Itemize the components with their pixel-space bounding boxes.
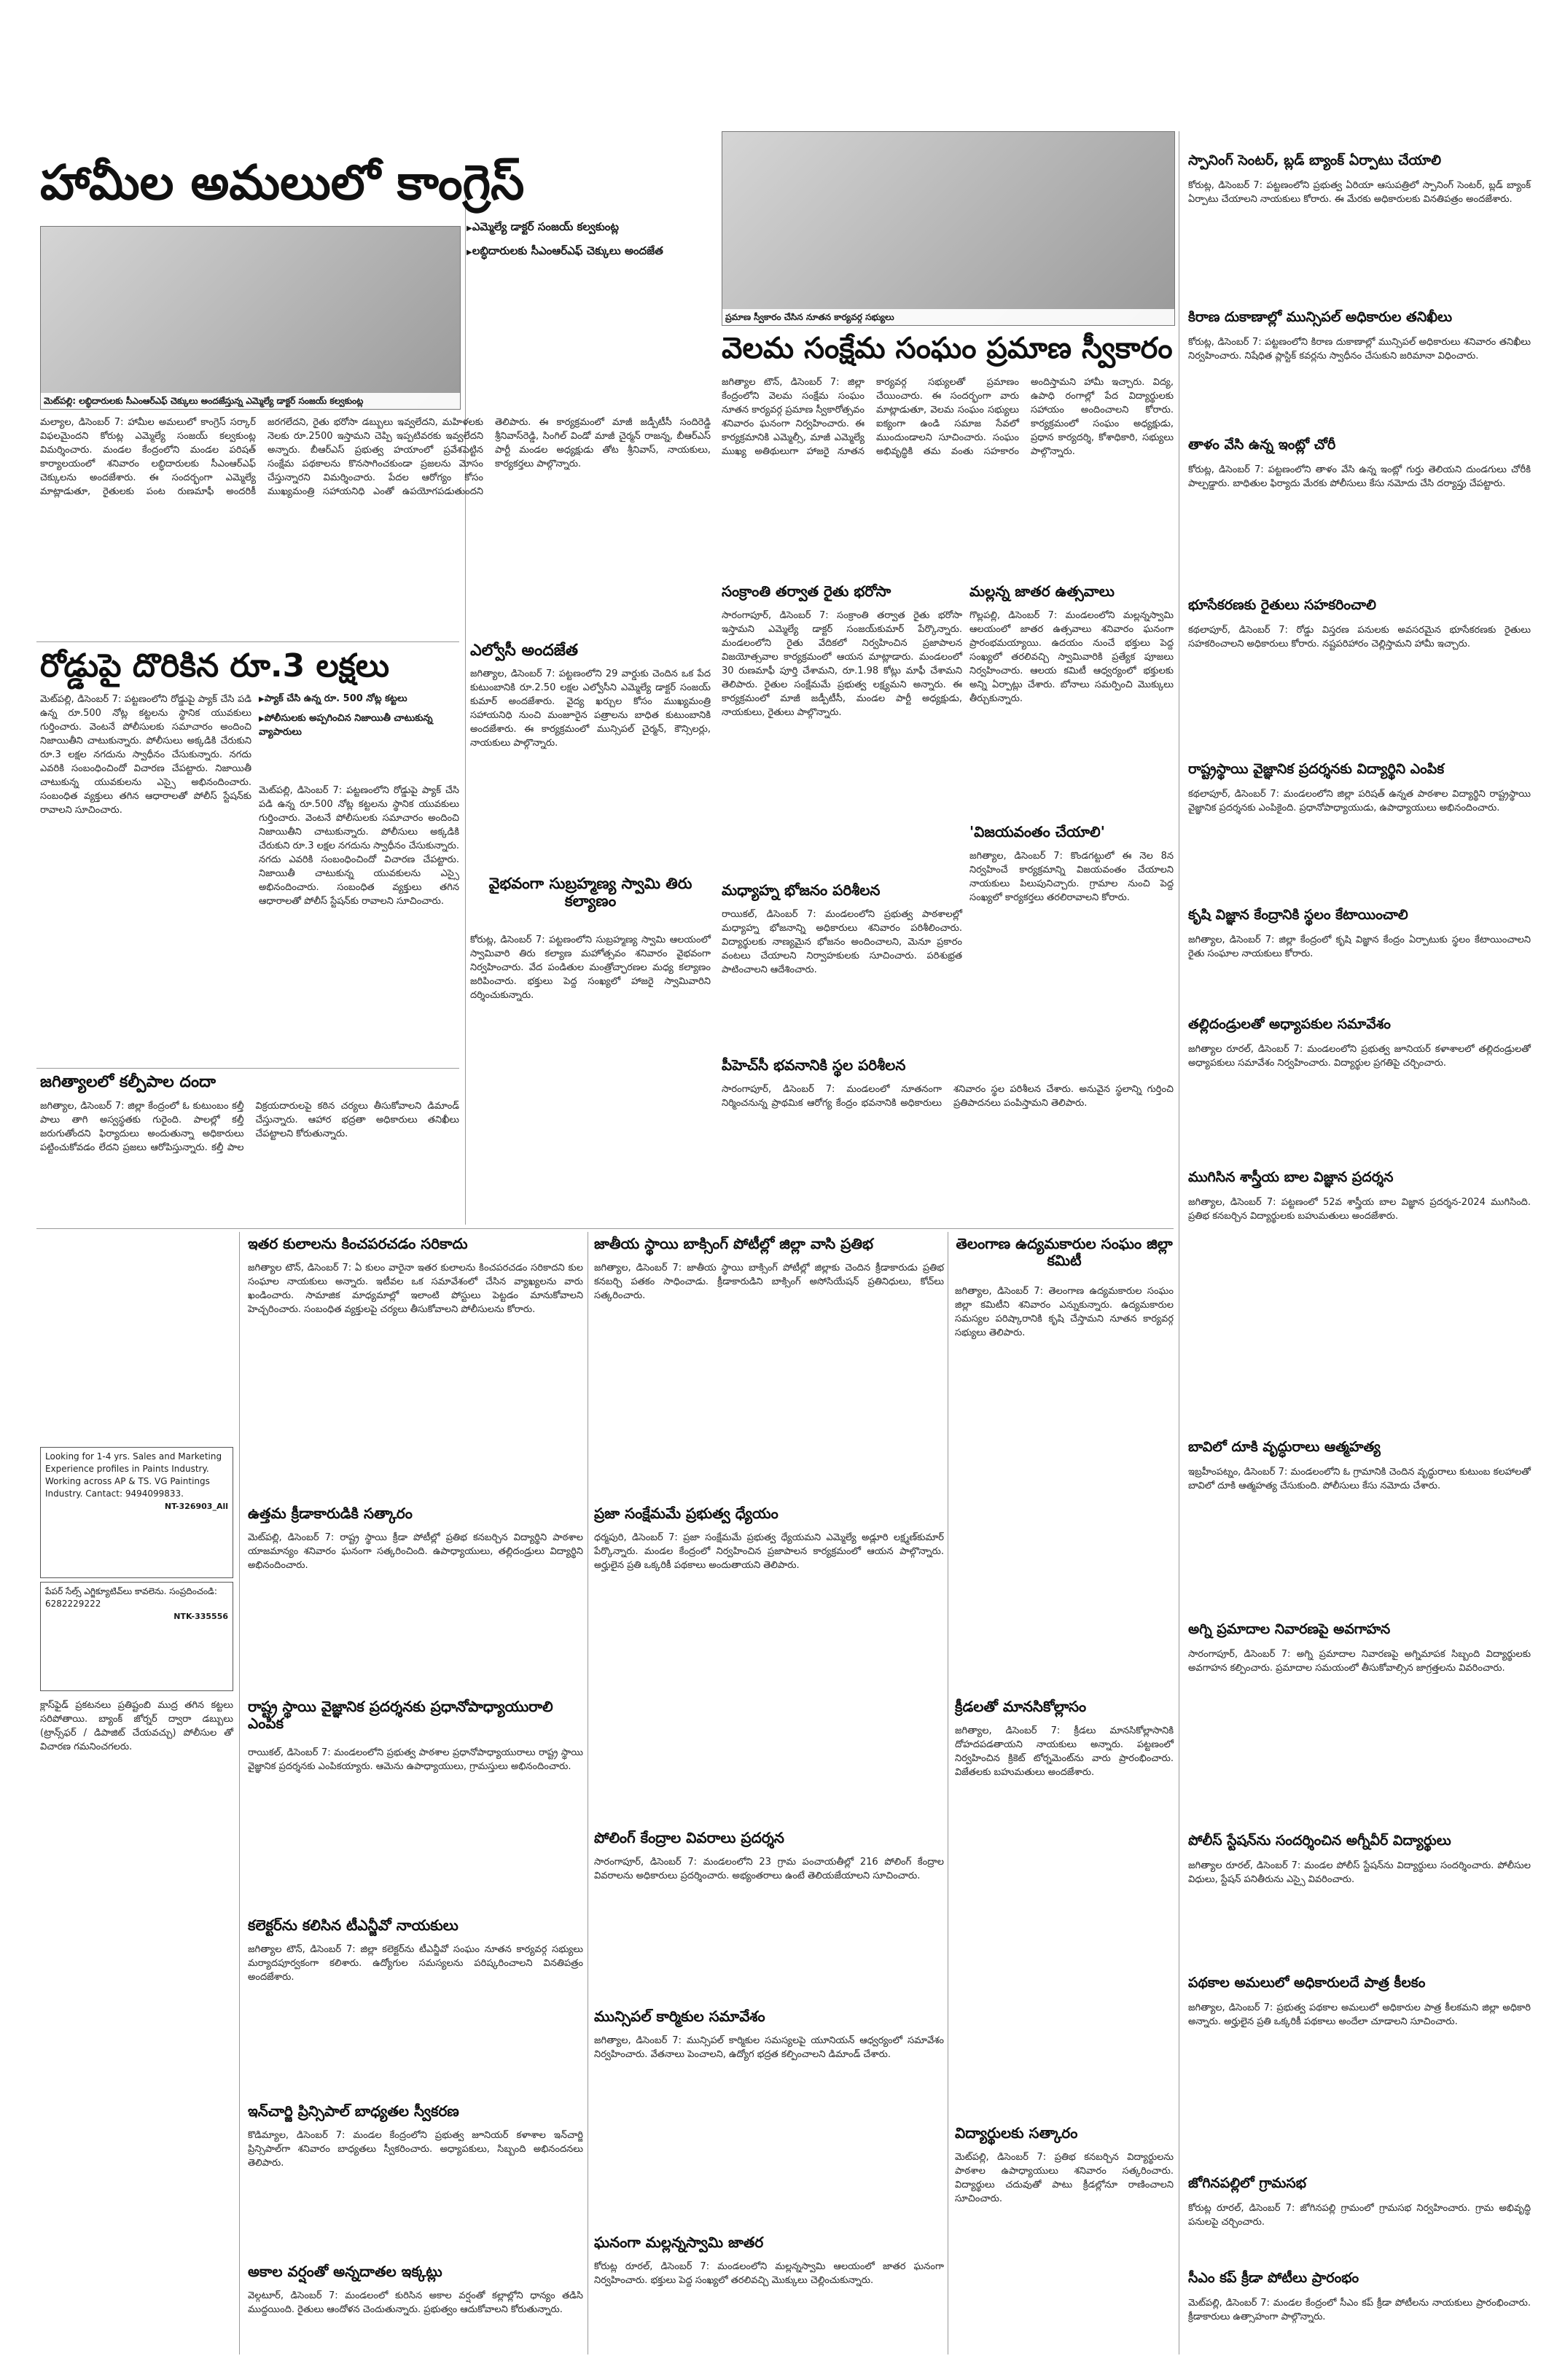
photo-caption: ప్రమాణ స్వీకారం చేసిన నూతన కార్యవర్గ సభ్యులు [722,309,1174,325]
vaignanika-body: కథలాపూర్, డిసెంబర్ 7: మండలంలోని జిల్లా పరిషత్ ఉన్నత పాఠశాల విద్యార్థిని రాష్ట్రస్థాయి వైజ్ఞానిక ప్రదర్శనకు ఎంపికైంది. ప్రధానోపాధ్యాయుడు, ఉపాధ్యాయులు అభినందించారు. [1188,789,1531,814]
uttama-headline: ఉత్తమ క్రీడాకారుడికి సత్కారం [248,1505,413,1522]
ad-text: Looking for 1-4 yrs. Sales and Marketing Experience profiles in Paints Industry. Working across AP & TS. VG Paintings Industry. Cantact: 9494099833. [45,1451,222,1499]
sankranti-headline: సంక్రాంతి తర్వాత రైతు భరోసా [722,582,891,600]
main-headline: హామీల అమలులో కాంగ్రెస్ [40,155,525,211]
bullet-item: ▶ పోలీసులకు అప్పగించిన నిజాయితీ చాటుకున్న వ్యాపారులు [259,712,459,739]
velama-sangham-photo [722,131,1175,326]
vaibhav-headline: వైభవంగా సుబ్రహ్మణ్య స్వామి తిరు కల్యాణం [488,875,692,910]
loc-body: జగిత్యాల, డిసెంబర్ 7: పట్టణంలోని 29 వార్డుకు చెందిన ఒక పేద కుటుంబానికి రూ.2.50 లక్షల ఎల్వోసీని ఎమ్మెల్యే డాక్టర్ సంజయ్ కుమార్ అందజేశారు. వైద్య ఖర్చుల కోసం ముఖ్యమంత్రి సహాయనిధి నుంచి మంజూరైన పత్రాలను బాధిత కుటుంబానికి అందజేశారు. ఈ కార్యక్రమంలో మున్సిపల్ చైర్మన్, కౌన్సిలర్లు, నాయకులు పాల్గొన్నారు. [470,668,711,749]
bullet-item: ▶ లబ్ధిదారులకు సీఎంఆర్ఎఫ్ చెక్కులు అందజేత [467,243,714,261]
tallidandrula-body: జగిత్యాల రూరల్, డిసెంబర్ 7: మండలంలోని ప్రభుత్వ జూనియర్ కళాశాలలో తల్లిదండ్రులతో అధ్యాపకులు సమావేశం నిర్వహించారు. విద్యార్థుల ప్రగతిపై చర్చించారు. [1188,1044,1531,1069]
cmrf-cheque-photo [40,226,461,410]
polling-headline: పోలింగ్ కేంద్రాల వివరాలు ప్రదర్శన [594,1829,784,1846]
column-divider [465,190,466,1225]
bullet-item: ▶ ఎమ్మెల్యే డాక్టర్ సంజయ్ కల్వకుంట్ల [467,219,714,237]
section-divider [36,1068,459,1069]
kreeda-body: జగిత్యాల, డిసెంబర్ 7: క్రీడలు మానసికోల్లాసానికి దోహదపడతాయని నాయకులు అన్నారు. పట్టణంలో నిర్వహించిన క్రికెట్ టోర్నమెంట్‌ను వారు ప్రారంభించారు. విజేతలకు బహుమతులు అందజేశారు. [955,1725,1174,1778]
cm-cup-body: మెట్‌పల్లి, డిసెంబర్ 7: మండల కేంద్రంలో సీఎం కప్ క్రీడా పోటీలను నాయకులు ప్రారంభించారు. క్రీడాకారులు ఉత్సాహంగా పాల్గొన్నారు. [1188,2298,1531,2322]
phc-headline: పీహెచ్‌సీ భవనానికి స్థల పరిశీలన [722,1056,906,1074]
boxing-headline: జాతీయ స్థాయి బాక్సింగ్ పోటీల్లో జిల్లా వాసి ప్రతిభ [594,1235,874,1252]
road-money-body-cont: మెట్‌పల్లి, డిసెంబర్ 7: పట్టణంలోని రోడ్డుపై ప్యాక్ చేసి పడి ఉన్న రూ.500 నోట్ల కట్టలను స్థానిక యువకులు గుర్తించారు. వెంటనే పోలీసులకు సమాచారం అందించి నిజాయితీని చాటుకున్నారు. పోలీసులు అక్కడికి చేరుకుని రూ.3 లక్షల నగదును స్వాధీనం చేసుకున్నారు. నగదు ఎవరికి సంబంధించిందో విచారణ చేపట్టారు. నిజాయితీ చాటుకున్న యువకులను ఎస్సై అభినందించారు. సంబంధిత వ్యక్తులు తగిన ఆధారాలతో పోలీస్ స్టేషన్‌కు రావాలని సూచించారు. [259,785,459,907]
vaignanika-headline: రాష్ట్రస్థాయి వైజ్ఞానిక ప్రదర్శనకు విద్యార్థిని ఎంపిక [1188,761,1445,777]
loc-headline: ఎల్వోసీ అందజేత [470,641,578,660]
karpila-body: జగిత్యాల, డిసెంబర్ 7: జిల్లా కేంద్రంలో ఓ కుటుంబం కల్తీ పాలు తాగి అస్వస్థతకు గురైంది. పాలల్లో కల్తీ జరుగుతోందని ఫిర్యాదులు అందుతున్నా అధికారులు పట్టించుకోవడం లేదని ప్రజలు ఆరోపిస్తున్నారు. కల్తీ పాల విక్రయదారులపై కఠిన చర్యలు తీసుకోవాలని డిమాండ్ చేస్తున్నారు. ఆహార భద్రతా అధికారులు తనిఖీలు చేపట్టాలని కోరుతున్నారు. [40,1101,459,1153]
main-story-body: మల్యాల, డిసెంబర్ 7: హామీల అమలులో కాంగ్రెస్ సర్కార్ విఫలమైందని కోరుట్ల ఎమ్మెల్యే సంజయ్ కల్వకుంట్ల విమర్శించారు. మండల కేంద్రంలోని మండల పరిషత్ కార్యాలయంలో శనివారం లబ్ధిదారులకు సీఎంఆర్ఎఫ్ చెక్కులను అందజేశారు. ఈ సందర్భంగా ఎమ్మెల్యే మాట్లాడుతూ, రైతులకు పంట రుణమాఫీ అందరికీ జరగలేదని, రైతు భరోసా డబ్బులు ఇవ్వలేదని, మహిళలకు నెలకు రూ.2500 ఇస్తామని చెప్పి ఇప్పటివరకు ఇవ్వలేదని అన్నారు. బీఆర్ఎస్ ప్రభుత్వ హయాంలో ప్రవేశపెట్టిన సంక్షేమ పథకాలను కొనసాగించకుండా ప్రజలను మోసం చేస్తున్నారని విమర్శించారు. పేదల ఆరోగ్యం కోసం ముఖ్యమంత్రి సహాయనిధి ఎంతో ఉపయోగపడుతుందని తెలిపారు. ఈ కార్యక్రమంలో మాజీ జడ్పీటీసీ సందిరెడ్డి శ్రీనివాస్‌రెడ్డి, సింగిల్ విండో మాజీ చైర్మన్ రాజన్న, బీఆర్ఎస్ పార్టీ మండల అధ్యక్షుడు తోట శ్రీనివాస్, నాయకులు, కార్యకర్తలు పాల్గొన్నారు. [40,417,711,497]
municipal-headline: మున్సిపల్ కార్మికుల సమావేశం [594,2008,765,2025]
section-divider [36,1228,1174,1229]
spinning-body: కోరుట్ల, డిసెంబర్ 7: పట్టణంలోని ప్రభుత్వ ఏరియా ఆసుపత్రిలో స్పానింగ్ సెంటర్, బ్లడ్ బ్యాంక్ ఏర్పాటు చేయాలని నాయకులు కోరారు. ఈ మేరకు అధికారులకు వినతిపత్రం అందజేశారు. [1188,180,1531,205]
mallanna-body: గొల్లపల్లి, డిసెంబర్ 7: మండలంలోని మల్లన్నస్వామి ఆలయంలో జాతర ఉత్సవాలు శనివారం ఘనంగా ప్రారంభమయ్యాయి. ఉదయం నుంచే భక్తులు పెద్ద సంఖ్యలో తరలివచ్చి స్వామివారికి ప్రత్యేక పూజలు నిర్వహించారు. ఆలయ కమిటీ ఆధ్వర్యంలో భక్తులకు అన్ని ఏర్పాట్లు చేశారు. బోనాలు సమర్పించి మొక్కులు తీర్చుకున్నారు. [969,610,1174,704]
kirana-headline: కిరాణ దుకాణాల్లో మున్సిపల్ అధికారుల తనిఖీలు [1188,309,1453,325]
tallidandrula-headline: తల్లిదండ్రులతో అధ్యాపకుల సమావేశం [1188,1016,1391,1032]
vidyarthi-headline: విద్యార్థులకు సత్కారం [955,2124,1078,2142]
incharge-headline: ఇన్‌చార్జి ప్రిన్సిపాల్ బాధ్యతల స్వీకరణ [248,2102,459,2120]
incharge-body: కొడిమ్యాల, డిసెంబర్ 7: మండల కేంద్రంలోని ప్రభుత్వ జూనియర్ కళాశాల ఇన్‌చార్జి ప్రిన్సిపాల్‌గా శనివారం బాధ్యతలు స్వీకరించారు. అధ్యాపకులు, సిబ్బంది అభినందనలు తెలిపారు. [248,2130,583,2169]
vijayavanta-headline: 'విజయవంతం చేయాలి' [969,823,1105,840]
bhusekarana-headline: భూసేకరణకు రైతులు సహకరించాలి [1188,597,1376,613]
mugisina-headline: ముగిసిన శాస్త్రీయ బాల విజ్ఞాన ప్రదర్శన [1188,1169,1394,1185]
praja-headline: ప్రజా సంక్షేమమే ప్రభుత్వ ధ్యేయం [594,1505,778,1522]
sankranti-body: సారంగాపూర్, డిసెంబర్ 7: సంక్రాంతి తర్వాత రైతు భరోసా ఇస్తామని ఎమ్మెల్యే డాక్టర్ సంజయ్‌కుమార్ పేర్కొన్నారు. మండలంలోని రైతు వేదికలో నిర్వహించిన ప్రజాపాలన విజయోత్సవాల కార్యక్రమంలో ఆయన మాట్లాడారు. మండలంలో 30 రుణమాఫీ పూర్తి చేశామని, రూ.1.98 కోట్లు మాఫీ చేశామని తెలిపారు. రైతుల సంక్షేమమే ప్రభుత్వ లక్ష్యమని అన్నారు. ఈ కార్యక్రమంలో మాజీ జడ్పీటీసీ, మండల పార్టీ అధ్యక్షుడు, నాయకులు, రైతులు పాల్గొన్నారు. [722,610,962,718]
kirana-body: కోరుట్ల, డిసెంబర్ 7: పట్టణంలోని కిరాణ దుకాణాల్లో మున్సిపల్ అధికారులు శనివారం తనిఖీలు నిర్వహించారు. నిషేధిత ప్లాస్టిక్ కవర్లను స్వాధీనం చేసుకుని జరిమానా విధించారు. [1188,337,1531,362]
mallanna-jatara-body: కోరుట్ల రూరల్, డిసెంబర్ 7: మండలంలోని మల్లన్నస్వామి ఆలయంలో జాతర ఘనంగా నిర్వహించారు. భక్తులు పెద్ద సంఖ్యలో తరలివచ్చి మొక్కులు చెల్లించుకున్నారు. [594,2261,944,2286]
itara-headline: ఇతర కులాలను కించపరచడం సరికాదు [248,1235,468,1252]
vijayavanta-body: జగిత్యాల, డిసెంబర్ 7: కొండగట్టులో ఈ నెల 8న నిర్వహించే కార్యక్రమాన్ని విజయవంతం చేయాలని నాయకులు పిలుపునిచ్చారు. గ్రామాల నుంచి పెద్ద సంఖ్యలో కార్యకర్తలు తరలిరావాలని కోరారు. [969,851,1174,903]
agni-body: సారంగాపూర్, డిసెంబర్ 7: అగ్ని ప్రమాదాల నివారణపై అగ్నిమాపక సిబ్బంది విద్యార్థులకు అవగాహన కల్పించారు. ప్రమాదాల సమయంలో తీసుకోవాల్సిన జాగ్రత్తలను వివరించారు. [1188,1649,1531,1674]
velama-headline: వెలమ సంక్షేమ సంఘం ప్రమాణ స్వీకారం [722,332,1173,365]
mid-meal-body: రాయికల్, డిసెంబర్ 7: మండలంలోని ప్రభుత్వ పాఠశాలల్లో మధ్యాహ్న భోజనాన్ని అధికారులు శనివారం పరిశీలించారు. విద్యార్థులకు నాణ్యమైన భోజనం అందించాలని, మెనూ ప్రకారం వంటలు చేయాలని నిర్వాహకులకు సూచించారు. పరిశుభ్రత పాటించాలని ఆదేశించారు. [722,909,962,975]
mugisina-body: జగిత్యాల, డిసెంబర్ 7: పట్టణంలో 52వ శాస్త్రీయ బాల విజ్ఞాన ప్రదర్శన-2024 ముగిసింది. ప్రతిభ కనబర్చిన విద్యార్థులకు బహుమతులు అందజేశారు. [1188,1197,1531,1222]
itara-body: జగిత్యాల టౌన్, డిసెంబర్ 7: ఏ కులం వారైనా ఇతర కులాలను కించపరచడం సరికాదని కుల సంఘాల నాయకులు అన్నారు. ఇటీవల ఒక సమావేశంలో చేసిన వ్యాఖ్యలను వారు ఖండించారు. సామాజిక మాధ్యమాల్లో ఇలాంటి పోస్టులు పెట్టడం మానుకోవాలని హెచ్చరించారు. సంబంధిత వ్యక్తులపై చర్యలు తీసుకోవాలని పోలీసులను కోరారు. [248,1263,583,1315]
mid-meal-headline: మధ్యాహ్న భోజనం పరిశీలన [722,881,881,899]
collector-headline: కలెక్టర్‌ను కలిసిన టీఎన్జీవో నాయకులు [248,1916,458,1934]
pathakala-body: జగిత్యాల, డిసెంబర్ 7: ప్రభుత్వ పథకాల అమలులో అధికారుల పాత్ర కీలకమని జిల్లా అధికారి అన్నారు. అర్హులైన ప్రతి ఒక్కరికీ పథకాలు అందేలా చూడాలని సూచించారు. [1188,2002,1531,2027]
classified-job-ad [40,1447,233,1578]
akala-body: వెల్గటూర్, డిసెంబర్ 7: మండలంలో కురిసిన అకాల వర్షంతో కల్లాల్లోని ధాన్యం తడిసి ముద్దయింది. రైతులు ఆందోళన చెందుతున్నారు. ప్రభుత్వం ఆదుకోవాలని కోరుతున్నారు. [248,2290,583,2315]
kreeda-headline: క్రీడలతో మానసికోల్లాసం [955,1698,1087,1715]
krishi-headline: కృషి విజ్ఞాన కేంద్రానికి స్థలం కేటాయించాలి [1188,907,1408,923]
road-money-body: మెట్‌పల్లి, డిసెంబర్ 7: పట్టణంలోని రోడ్డుపై ప్యాక్ చేసి పడి ఉన్న రూ.500 నోట్ల కట్టలను స్థానిక యువకులు గుర్తించారు. వెంటనే పోలీసులకు సమాచారం అందించి నిజాయితీని చాటుకున్నారు. పోలీసులు అక్కడికి చేరుకుని రూ.3 లక్షల నగదును స్వాధీనం చేసుకున్నారు. నగదు ఎవరికి సంబంధించిందో విచారణ చేపట్టారు. నిజాయితీ చాటుకున్న యువకులను ఎస్సై అభినందించారు. సంబంధిత వ్యక్తులు తగిన ఆధారాలతో పోలీస్ స్టేషన్‌కు రావాలని సూచించారు. [40,694,251,816]
vidyarthi-body: మెట్‌పల్లి, డిసెంబర్ 7: ప్రతిభ కనబర్చిన విద్యార్థులను పాఠశాల ఉపాధ్యాయులు శనివారం సత్కరించారు. విద్యార్థులు చదువుతో పాటు క్రీడల్లోనూ రాణించాలని సూచించారు. [955,2152,1174,2204]
telangana-body: జగిత్యాల, డిసెంబర్ 7: తెలంగాణ ఉద్యమకారుల సంఘం జిల్లా కమిటీని శనివారం ఎన్నుకున్నారు. ఉద్యమకారుల సమస్యల పరిష్కారానికి కృషి చేస్తామని నూతన కార్యవర్గ సభ్యులు తెలిపారు. [955,1286,1174,1338]
vaibhav-body: కోరుట్ల, డిసెంబర్ 7: పట్టణంలోని సుబ్రహ్మణ్య స్వామి ఆలయంలో స్వామివారి తిరు కల్యాణ మహోత్సవం శనివారం వైభవంగా నిర్వహించారు. వేద పండితుల మంత్రోచ్ఛారణల మధ్య కల్యాణం జరిపించారు. భక్తులు పెద్ద సంఖ్యలో హాజరై స్వామివారిని దర్శించుకున్నారు. [470,935,711,1001]
spinning-headline: స్పానింగ్ సెంటర్, బ్లడ్ బ్యాంక్ ఏర్పాటు చేయాలి [1188,152,1441,168]
tala-headline: తాళం వేసి ఉన్న ఇంట్లో చోరీ [1188,437,1336,453]
police-body: జగిత్యాల రూరల్, డిసెంబర్ 7: మండల పోలీస్ స్టేషన్‌ను విద్యార్థులు సందర్శించారు. పోలీసుల విధులు, స్టేషన్ పనితీరును ఎస్సై వివరించారు. [1188,1860,1531,1885]
boxing-body: జగిత్యాల, డిసెంబర్ 7: జాతీయ స్థాయి బాక్సింగ్ పోటీల్లో జిల్లాకు చెందిన క్రీడాకారుడు ప్రతిభ కనబర్చి పతకం సాధించాడు. క్రీడాకారుడిని బాక్సింగ్ అసోసియేషన్ ప్రతినిధులు, కోచ్‌లు సత్కరించారు. [594,1263,944,1301]
bullet-item: ▶ ప్యాక్ చేసి ఉన్న రూ. 500 నోట్ల కట్టలు [259,692,459,706]
section-divider [36,641,459,642]
road-money-headline: రోడ్డుపై దొరికిన రూ.3 లక్షలు [40,647,390,684]
jogipalli-body: కోరుట్ల రూరల్, డిసెంబర్ 7: జోగినపల్లి గ్రామంలో గ్రామసభ నిర్వహించారు. గ్రామ అభివృద్ధి పనులపై చర్చించారు. [1188,2203,1531,2228]
road-money-bullets [259,692,459,780]
velama-body: జగిత్యాల టౌన్, డిసెంబర్ 7: జిల్లా కేంద్రంలోని వెలమ సంక్షేమ సంఘం నూతన కార్యవర్గ ప్రమాణ స్వీకారోత్సవం శనివారం ఘనంగా నిర్వహించారు. ఈ కార్యక్రమానికి ఎమ్మెల్సీ, మాజీ ఎమ్మెల్యే ముఖ్య అతిథులుగా హాజరై నూతన కార్యవర్గ సభ్యులతో ప్రమాణం చేయించారు. ఈ సందర్భంగా వారు మాట్లాడుతూ, వెలమ సంఘం సభ్యులు ఐక్యంగా ఉండి సమాజ సేవలో ముందుండాలని సూచించారు. సంఘం అభివృద్ధికి తమ వంతు సహకారం అందిస్తామని హామీ ఇచ్చారు. విద్య, ఉపాధి రంగాల్లో పేద విద్యార్థులకు సహాయం అందించాలని కోరారు. కార్యక్రమంలో సంఘం అధ్యక్షుడు, ప్రధాన కార్యదర్శి, కోశాధికారి, సభ్యులు పాల్గొన్నారు. [722,377,1174,457]
bavilo-headline: బావిలో దూకి వృద్ధురాలు ఆత్మహత్య [1188,1439,1381,1455]
municipal-body: జగిత్యాల, డిసెంబర్ 7: మున్సిపల్ కార్మికుల సమస్యలపై యూనియన్ ఆధ్వర్యంలో సమావేశం నిర్వహించారు. వేతనాలు పెంచాలని, ఉద్యోగ భద్రత కల్పించాలని డిమాండ్ చేశారు. [594,2035,944,2060]
mallanna-jatara-headline: ఘనంగా మల్లన్నస్వామి జాతర [594,2233,764,2251]
ad-text: పేపర్ సేల్స్ ఎగ్జిక్యూటివ్‌లు కావలెను. సంప్రదించండి: 6282229222 [45,1586,217,1609]
column-divider [239,1232,240,2354]
praja-body: ధర్మపురి, డిసెంబర్ 7: ప్రజా సంక్షేమమే ప్రభుత్వ ధ్యేయమని ఎమ్మెల్యే అడ్లూరి లక్ష్మణ్‌కుమార్ పేర్కొన్నారు. మండల కేంద్రంలో నిర్వహించిన ప్రజాపాలన కార్యక్రమంలో ఆయన పాల్గొన్నారు. అర్హులైన ప్రతి ఒక్కరికీ పథకాలు అందుతాయని తెలిపారు. [594,1532,944,1571]
polling-body: సారంగాపూర్, డిసెంబర్ 7: మండలంలోని 23 గ్రామ పంచాయతీల్లో 216 పోలింగ్ కేంద్రాల వివరాలను అధికారులు ప్రదర్శించారు. అభ్యంతరాలు ఉంటే తెలియజేయాలని సూచించారు. [594,1857,944,1881]
tala-body: కోరుట్ల, డిసెంబర్ 7: పట్టణంలోని తాళం వేసి ఉన్న ఇంట్లో గుర్తు తెలియని దుండగులు చోరీకి పాల్పడ్డారు. బాధితుల ఫిర్యాదు మేరకు పోలీసులు కేసు నమోదు చేసి దర్యాప్తు చేపట్టారు. [1188,464,1531,489]
telangana-headline: తెలంగాణ ఉద్యమకారుల సంఘం జిల్లా కమిటీ [956,1235,1173,1269]
krishi-body: జగిత్యాల, డిసెంబర్ 7: జిల్లా కేంద్రంలో కృషి విజ్ఞాన కేంద్రం ఏర్పాటుకు స్థలం కేటాయించాలని రైతు సంఘాల నాయకులు కోరారు. [1188,935,1531,959]
phc-body: సారంగాపూర్, డిసెంబర్ 7: మండలంలో నూతనంగా నిర్మించనున్న ప్రాథమిక ఆరోగ్య కేంద్రం భవనానికి అధికారులు శనివారం స్థల పరిశీలన చేశారు. అనువైన స్థలాన్ని గుర్తించి ప్రతిపాదనలు పంపిస్తామని తెలిపారు. [722,1084,1174,1109]
mallanna-headline: మల్లన్న జాతర ఉత్సవాలు [969,582,1115,600]
akala-headline: అకాల వర్షంతో అన్నదాతల ఇక్కట్లు [248,2263,442,2280]
photo-caption: మెట్‌పల్లి: లబ్ధిదారులకు సీఎంఆర్ఎఫ్ చెక్కులు అందజేస్తున్న ఎమ్మెల్యే డాక్టర్ సంజయ్ కల్వకుంట్ల [41,393,460,409]
agni-headline: అగ్ని ప్రమాదాల నివారణపై అవగాహన [1188,1621,1391,1637]
uttama-body: మెట్‌పల్లి, డిసెంబర్ 7: రాష్ట్ర స్థాయి క్రీడా పోటీల్లో ప్రతిభ కనబర్చిన విద్యార్థిని పాఠశాల యాజమాన్యం శనివారం ఘనంగా సత్కరించింది. ఉపాధ్యాయులు, తల్లిదండ్రులు విద్యార్థిని అభినందించారు. [248,1532,583,1571]
classified-notice-ad [40,1582,233,1691]
bavilo-body: ఇబ్రహీంపట్నం, డిసెంబర్ 7: మండలంలోని ఓ గ్రామానికి చెందిన వృద్ధురాలు కుటుంబ కలహాలతో బావిలో దూకి ఆత్మహత్య చేసుకుంది. పోలీసులు కేసు నమోదు చేశారు. [1188,1467,1531,1491]
police-headline: పోలీస్ స్టేషన్‌ను సందర్శించిన అగ్నీవీర్ విద్యార్థులు [1188,1833,1451,1849]
bhusekarana-body: కథలాపూర్, డిసెంబర్ 7: రోడ్డు విస్తరణ పనులకు అవసరమైన భూసేకరణకు రైతులు సహకరించాలని అధికారులు కోరారు. నష్టపరిహారం చెల్లిస్తామని హామీ ఇచ్చారు. [1188,625,1531,649]
ad-ref: NTK-335556 [173,1612,228,1621]
rashtra-headline: రాష్ట్ర స్థాయి వైజ్ఞానిక ప్రదర్శనకు ప్రధానోపాధ్యాయురాలి ఎంపిక [248,1698,553,1732]
public-notice: క్లాస్‌ఫైడ్ ప్రకటనలు ప్రతిష్టంబి ముద్ర తగిన కట్టలు సరిపోతాయి. బ్యాంక్ జోర్నర్ ద్వారా డబ్బులు (ట్రాన్స్‌ఫర్ / డిపాజిట్ చేయవచ్చు) పోలీసుల తో విచారణ గమనించగలరు. [40,1700,233,1752]
cm-cup-headline: సీఎం కప్ క్రీడా పోటీలు ప్రారంభం [1188,2270,1359,2286]
collector-body: జగిత్యాల టౌన్, డిసెంబర్ 7: జిల్లా కలెక్టర్‌ను టీఎన్జీవో సంఘం నూతన కార్యవర్గ సభ్యులు మర్యాదపూర్వకంగా కలిశారు. ఉద్యోగుల సమస్యలను పరిష్కరించాలని వినతిపత్రం అందజేశారు. [248,1944,583,1983]
rashtra-body: రాయికల్, డిసెంబర్ 7: మండలంలోని ప్రభుత్వ పాఠశాల ప్రధానోపాధ్యాయురాలు రాష్ట్ర స్థాయి వైజ్ఞానిక ప్రదర్శనకు ఎంపికయ్యారు. ఆమెను ఉపాధ్యాయులు, గ్రామస్తులు అభినందించారు. [248,1747,583,1772]
pathakala-headline: పథకాల అమలులో అధికారులదే పాత్ర కీలకం [1188,1975,1426,1991]
jogipalli-headline: జోగినపల్లిలో గ్రామసభ [1188,2175,1306,2191]
karpila-headline: జగిత్యాలలో కల్పీపాల దందా [40,1073,216,1091]
ad-ref: NT-326903_All [164,1502,228,1511]
main-headline-bullets [467,219,714,313]
